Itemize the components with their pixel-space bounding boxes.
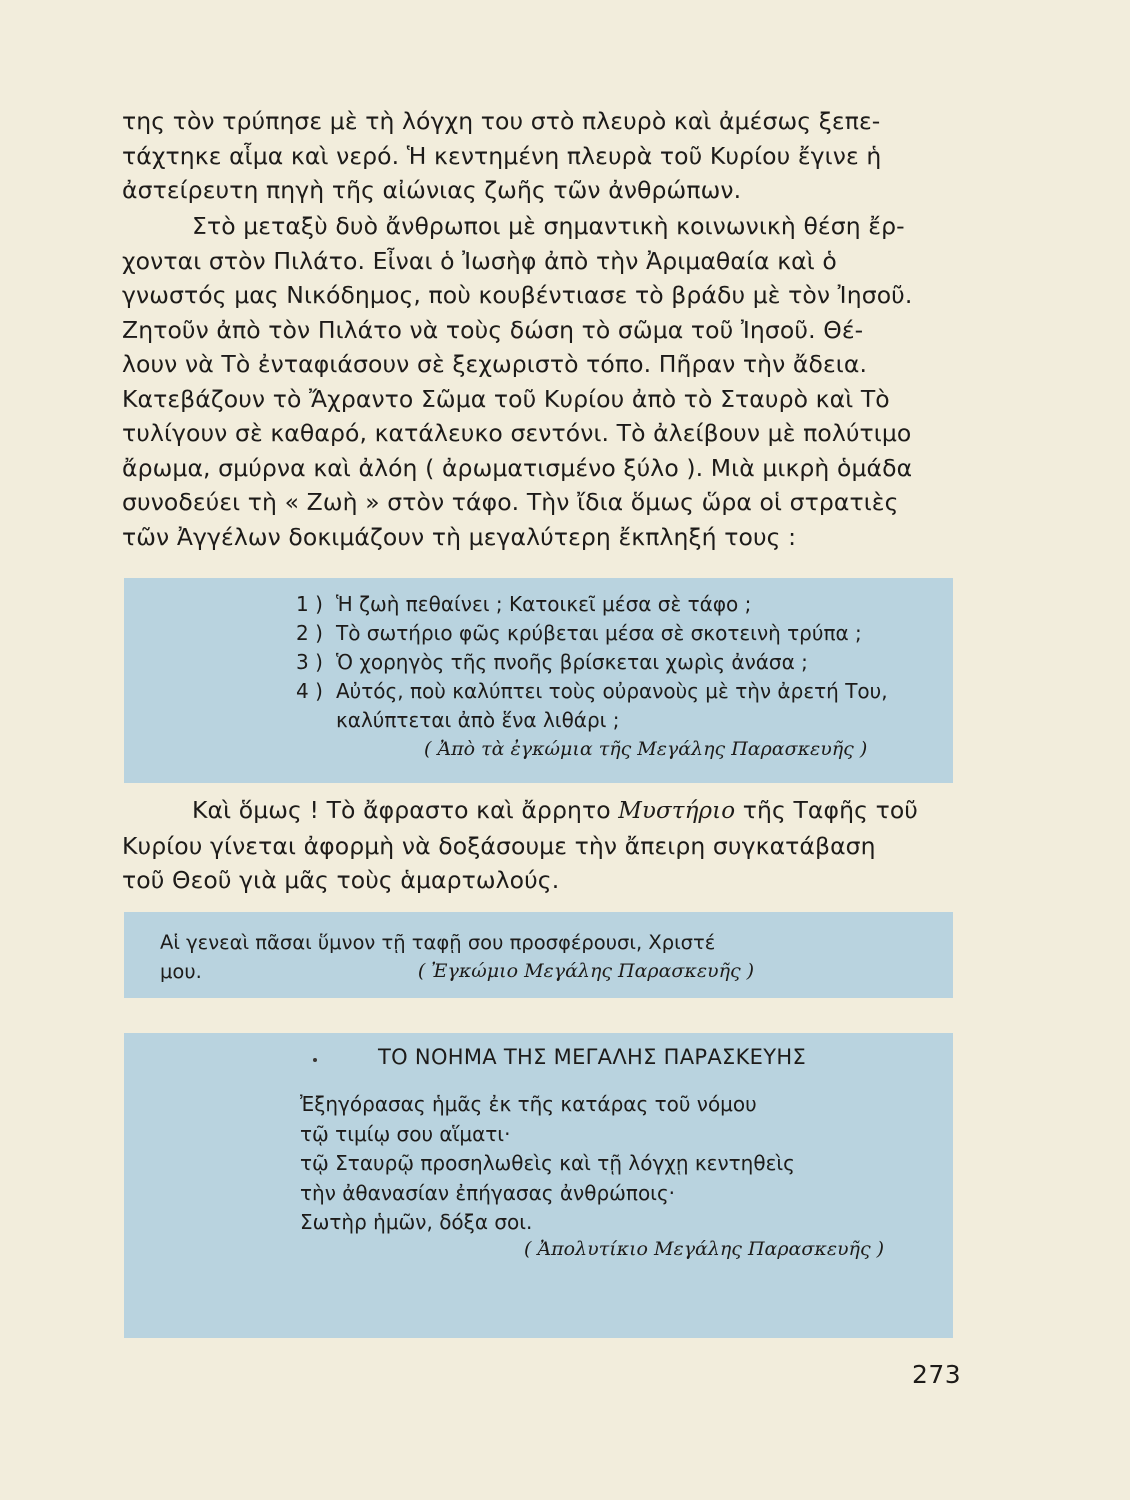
verse-line: τὴν ἀθανασίαν ἐπήγασας ἀνθρώποις·: [300, 1180, 676, 1205]
hymn-line: [160, 957, 754, 986]
hymn-line-end: μου.: [160, 960, 202, 983]
text-line: Κατεβάζουν τὸ Ἄχραντο Σῶμα τοῦ Κυρίου ἀπὸ τὸ Σταυρὸ καὶ Τὸ: [122, 384, 890, 413]
text-line: Ζητοῦν ἀπὸ τὸν Πιλάτο νὰ τοὺς δώση τὸ σῶμα τοῦ Ἰησοῦ. Θέ-: [122, 315, 864, 344]
text-line: τοῦ Θεοῦ γιὰ μᾶς τοὺς ἁμαρτωλούς.: [122, 866, 560, 894]
item-number: 4 ): [296, 679, 323, 703]
item-number: 1 ): [296, 592, 323, 616]
list-item: [296, 648, 936, 677]
verse-line: Ἐξηγόρασας ἡμᾶς ἐκ τῆς κατάρας τοῦ νόμου: [300, 1092, 757, 1116]
hymn-source: ( Ἐγκώμιο Μεγάλης Παρασκευῆς ): [417, 960, 755, 982]
mystery-word: Μυστήριο: [618, 798, 736, 824]
item-number: 2 ): [296, 621, 323, 645]
verse-line: τῷ τιμίῳ σου αἵματι·: [300, 1121, 511, 1146]
line-end: τῆς Ταφῆς τοῦ: [735, 796, 919, 824]
list-item: [296, 590, 936, 619]
paragraph-3: [122, 793, 952, 898]
bullet-dot: [313, 1058, 317, 1062]
hymn-line: Αἱ γενεαὶ πᾶσαι ὕμνον τῇ ταφῇ σου προσφέρουσι, Χριστέ: [160, 931, 716, 954]
text-line: ἀστείρευτη πηγὴ τῆς αἰώνιας ζωῆς τῶν ἀνθρώπων.: [122, 176, 742, 204]
item-continuation: καλύπτεται ἀπὸ ἕνα λιθάρι ;: [336, 708, 620, 732]
questions-list: [296, 590, 936, 735]
apolytikio-text: [300, 1090, 795, 1238]
paragraph-1: [122, 104, 952, 208]
text-line: τάχτηκε αἷμα καὶ νερό. Ἡ κεντημένη πλευρὰ τοῦ Κυρίου ἔγινε ἡ: [122, 141, 882, 170]
list-item: [296, 677, 936, 706]
box-title: ΤΟ ΝΟΗΜΑ ΤΗΣ ΜΕΓΑΛΗΣ ΠΑΡΑΣΚΕΥΗΣ: [378, 1045, 807, 1069]
hymn: [160, 928, 754, 986]
questions-source: ( Ἀπὸ τὰ ἐγκώμια τῆς Μεγάλης Παρασκευῆς ): [424, 738, 868, 760]
text-line: τυλίγουν σὲ καθαρό, κατάλευκο σεντόνι. Τὸ ἀλείβουν μὲ πολύτιμο: [122, 419, 912, 447]
item-number: 3 ): [296, 650, 323, 674]
apolytikio-source: ( Ἀπολυτίκιο Μεγάλης Παρασκευῆς ): [524, 1238, 885, 1260]
text-line: χονται στὸν Πιλάτο. Εἶναι ὁ Ἰωσὴφ ἀπὸ τὴν Ἀριμαθαία καὶ ὁ: [122, 246, 837, 275]
line-start: Καὶ ὅμως ! Τὸ ἄφραστο καὶ ἄρρητο: [192, 796, 619, 824]
item-text: Αὐτός, ποὺ καλύπτει τοὺς οὐρανοὺς μὲ τὴν ἀρετή Του,: [336, 679, 888, 703]
text-line: συνοδεύει τὴ « Ζωὴ » στὸν τάφο. Τὴν ἴδια ὅμως ὥρα οἱ στρατιὲς: [122, 488, 899, 516]
item-text: Ὁ χορηγὸς τῆς πνοῆς βρίσκεται χωρὶς ἀνάσα ;: [336, 650, 808, 674]
page-number: 273: [912, 1360, 962, 1389]
list-item: [296, 619, 936, 648]
text-line: της τὸν τρύπησε μὲ τὴ λόγχη του στὸ πλευρὸ καὶ ἀμέσως ξεπε-: [122, 107, 881, 135]
item-text: Τὸ σωτήριο φῶς κρύβεται μέσα σὲ σκοτεινὴ τρύπα ;: [336, 621, 862, 645]
text-line: ἄρωμα, σμύρνα καὶ ἀλόη ( ἀρωματισμένο ξύλο ). Μιὰ μικρὴ ὁμάδα: [122, 453, 913, 482]
verse-line: Σωτὴρ ἡμῶν, δόξα σοι.: [300, 1210, 533, 1234]
text-line: [122, 793, 952, 829]
text-line: Κυρίου γίνεται ἀφορμὴ νὰ δοξάσουμε τὴν ἄπειρη συγκατάβαση: [122, 831, 876, 860]
item-text: Ἡ ζωὴ πεθαίνει ; Κατοικεῖ μέσα σὲ τάφο ;: [336, 592, 752, 616]
paragraph-2: [122, 209, 952, 554]
text-line: γνωστός μας Νικόδημος, ποὺ κουβέντιασε τὸ βράδυ μὲ τὸν Ἰησοῦ.: [122, 281, 913, 309]
verse-line: τῷ Σταυρῷ προσηλωθεὶς καὶ τῇ λόγχῃ κεντηθεὶς: [300, 1151, 795, 1175]
text-line: λουν νὰ Τὸ ἐνταφιάσουν σὲ ξεχωριστὸ τόπο. Πῆραν τὴν ἄδεια.: [122, 350, 868, 378]
text-line: Στὸ μεταξὺ δυὸ ἄνθρωποι μὲ σημαντικὴ κοινωνικὴ θέση ἔρ-: [192, 212, 905, 240]
text-line: τῶν Ἀγγέλων δοκιμάζουν τὴ μεγαλύτερη ἔκπληξή τους :: [122, 522, 797, 551]
